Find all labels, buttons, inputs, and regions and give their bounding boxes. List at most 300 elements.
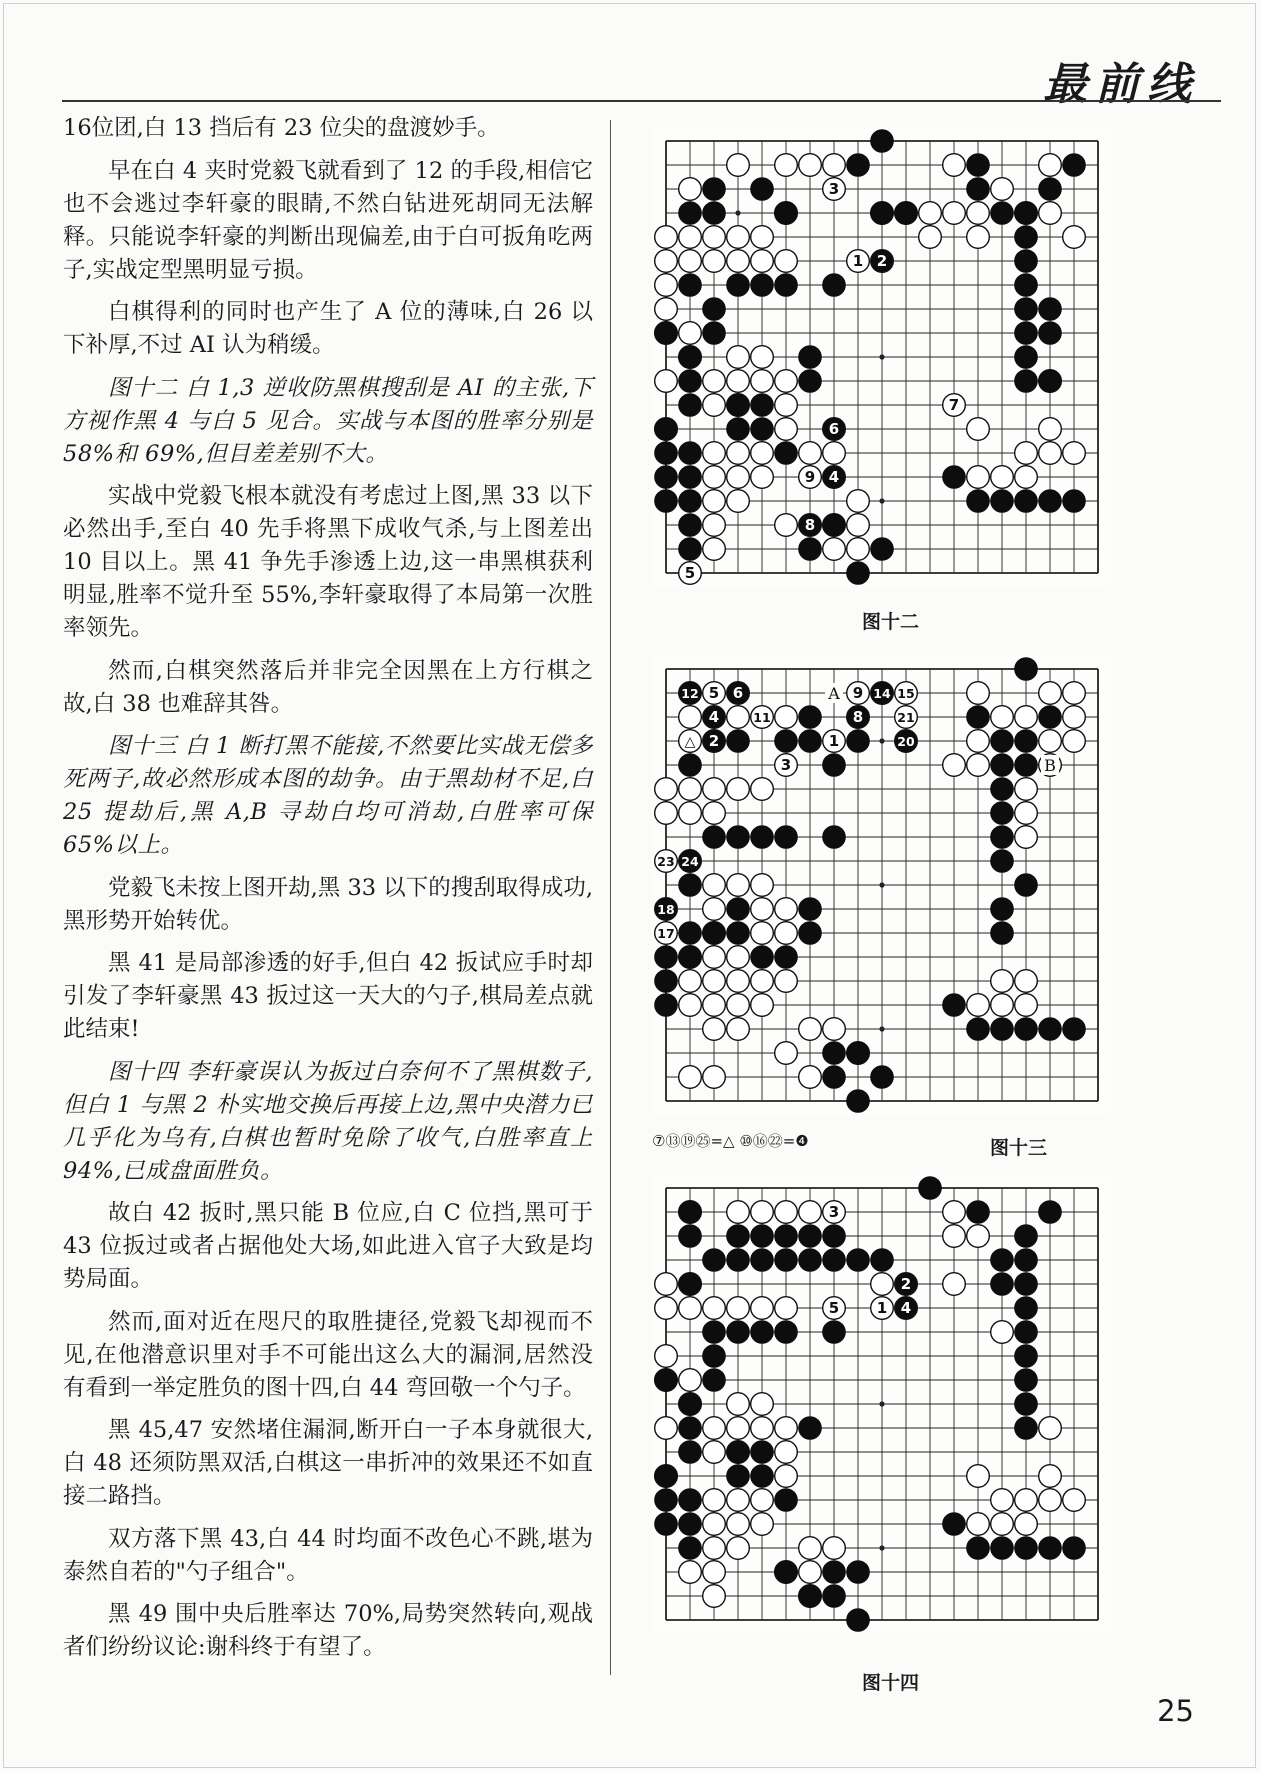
black-stone [655, 1465, 678, 1488]
black-stone [823, 826, 846, 849]
white-stone [1039, 682, 1062, 705]
black-stone [775, 826, 798, 849]
white-stone [727, 994, 750, 1017]
white-stone [1015, 802, 1038, 825]
white-stone [679, 1066, 702, 1089]
white-stone [655, 274, 678, 297]
black-stone [895, 202, 918, 225]
white-stone [775, 1297, 798, 1320]
black-stone [775, 1489, 798, 1512]
white-stone [655, 1345, 678, 1368]
black-stone [799, 1417, 822, 1440]
white-stone [727, 1489, 750, 1512]
move-number-label: 2 [876, 252, 888, 270]
paragraph: 黑 41 是局部渗透的好手,但白 42 扳试应手时却引发了李轩豪黑 43 扳过这一天大的勺子,棋局差点就此结束! [63, 950, 593, 1042]
white-stone [1039, 154, 1062, 177]
star-point [735, 210, 740, 215]
white-stone [1063, 730, 1086, 753]
white-stone [751, 1297, 774, 1320]
black-stone [751, 394, 774, 417]
black-stone [727, 826, 750, 849]
white-stone [775, 970, 798, 993]
black-stone [1015, 298, 1038, 321]
move-number-label: 4 [900, 1299, 912, 1317]
black-stone [991, 1537, 1014, 1560]
black-stone [799, 922, 822, 945]
black-stone [679, 1201, 702, 1224]
black-stone [679, 754, 702, 777]
black-stone [1039, 370, 1062, 393]
move-number-label: 23 [657, 854, 675, 869]
black-stone [991, 898, 1014, 921]
white-stone [679, 1297, 702, 1320]
white-stone [775, 1465, 798, 1488]
white-stone [703, 970, 726, 993]
white-stone [727, 1417, 750, 1440]
white-stone [775, 1042, 798, 1065]
star-point [879, 882, 884, 887]
white-stone [967, 418, 990, 441]
move-number-label: 9 [852, 684, 864, 702]
move-number-label: 2 [708, 732, 720, 750]
white-stone [799, 442, 822, 465]
figure-commentary: 图十四 李轩豪误认为扳过白奈何不了黑棋数子,但白 1 与黑 2 朴实地交换后再接上边,黑中央潜力已几乎化为乌有,白棋也暂时免除了收气,白胜率直上 94%,已成盘面胜负。 [63, 1058, 593, 1184]
black-stone [1015, 322, 1038, 345]
paragraph: 然而,面对近在咫尺的取胜捷径,党毅飞却视而不见,在他潜意识里对手不可能出这么大的漏洞,居然没有看到一举定胜负的图十四,白 44 弯回敬一个勺子。 [63, 1308, 593, 1401]
white-stone [655, 298, 678, 321]
white-stone [751, 922, 774, 945]
black-stone [775, 730, 798, 753]
black-stone [823, 1066, 846, 1089]
white-stone [1015, 1489, 1038, 1512]
black-stone [799, 538, 822, 561]
white-stone [943, 154, 966, 177]
white-stone [1063, 1489, 1086, 1512]
black-stone [703, 922, 726, 945]
black-stone [679, 442, 702, 465]
black-stone [751, 946, 774, 969]
white-stone [919, 226, 942, 249]
move-number-label: 11 [753, 710, 771, 725]
white-stone [703, 370, 726, 393]
white-stone [703, 250, 726, 273]
white-stone [751, 466, 774, 489]
black-stone [799, 1249, 822, 1272]
paragraph: 黑 49 围中央后胜率达 70%,局势突然转向,观战者们纷纷议论:谢科终于有望了。 [63, 1601, 593, 1660]
white-stone [1039, 1417, 1062, 1440]
white-stone [943, 754, 966, 777]
white-stone [679, 778, 702, 801]
black-stone [775, 442, 798, 465]
black-stone [751, 418, 774, 441]
white-stone [823, 538, 846, 561]
white-stone [775, 706, 798, 729]
white-stone [847, 538, 870, 561]
white-stone [967, 994, 990, 1017]
black-stone [847, 562, 870, 585]
black-stone [1015, 490, 1038, 513]
white-stone [727, 706, 750, 729]
white-stone [1039, 1465, 1062, 1488]
white-stone [703, 1561, 726, 1584]
black-stone [991, 1273, 1014, 1296]
black-stone [991, 730, 1014, 753]
black-stone [847, 1609, 870, 1632]
white-stone [1015, 826, 1038, 849]
white-stone [919, 202, 942, 225]
black-stone [991, 490, 1014, 513]
white-stone [703, 778, 726, 801]
black-stone [1039, 1537, 1062, 1560]
black-stone [1015, 1018, 1038, 1041]
black-stone [1015, 1369, 1038, 1392]
white-stone [1063, 442, 1086, 465]
move-number-label: 5 [708, 684, 720, 702]
white-stone [823, 1018, 846, 1041]
white-stone [703, 874, 726, 897]
black-stone [871, 1066, 894, 1089]
white-stone [679, 1561, 702, 1584]
black-stone [727, 394, 750, 417]
black-stone [799, 1585, 822, 1608]
star-point [879, 498, 884, 503]
black-stone [991, 850, 1014, 873]
black-stone [823, 274, 846, 297]
black-stone [703, 298, 726, 321]
black-stone [727, 418, 750, 441]
white-stone [703, 898, 726, 921]
black-stone [1039, 706, 1062, 729]
black-stone [1039, 1201, 1062, 1224]
position-letter: B [1044, 756, 1056, 775]
white-stone [943, 1201, 966, 1224]
black-stone [655, 994, 678, 1017]
white-stone [943, 1225, 966, 1248]
paragraph: 实战中党毅飞根本就没有考虑过上图,黑 33 以下必然出手,至白 40 先手将黑下成收气杀,与上图差出 10 目以上。黑 41 争先手渗透上边,这一串黑棋获利明显,胜率不觉升至 55%,李轩豪取得了本局第一次胜率领先。 [63, 483, 593, 641]
black-stone [1063, 1018, 1086, 1041]
black-stone [703, 1369, 726, 1392]
black-stone [655, 490, 678, 513]
black-stone [991, 826, 1014, 849]
white-stone [703, 1018, 726, 1041]
white-stone [727, 346, 750, 369]
white-stone [679, 994, 702, 1017]
black-stone [823, 1585, 846, 1608]
black-stone [1015, 202, 1038, 225]
white-stone [679, 250, 702, 273]
white-stone [727, 1393, 750, 1416]
black-stone [727, 1465, 750, 1488]
white-stone [751, 226, 774, 249]
white-stone [943, 202, 966, 225]
white-stone [703, 1585, 726, 1608]
white-stone [727, 1201, 750, 1224]
white-stone [775, 898, 798, 921]
black-stone [679, 538, 702, 561]
white-stone [775, 1201, 798, 1224]
black-stone [679, 394, 702, 417]
black-stone [799, 1225, 822, 1248]
white-stone [751, 370, 774, 393]
white-stone [991, 1489, 1014, 1512]
figure-caption-13: 图十三 [990, 1137, 1048, 1159]
paragraph: 故白 42 扳时,黑只能 B 位应,白 C 位挡,黑可于 43 位扳过或者占据他处大场,如此进入官子大致是均势局面。 [63, 1200, 593, 1292]
white-stone [823, 442, 846, 465]
black-stone [1039, 322, 1062, 345]
black-stone [943, 466, 966, 489]
white-stone [655, 370, 678, 393]
black-stone [679, 1441, 702, 1464]
white-stone [991, 970, 1014, 993]
white-stone [655, 1297, 678, 1320]
white-stone [823, 154, 846, 177]
white-stone [799, 1201, 822, 1224]
black-stone [775, 274, 798, 297]
white-stone [1039, 418, 1062, 441]
white-stone [727, 946, 750, 969]
white-stone [991, 466, 1014, 489]
white-stone [727, 778, 750, 801]
move-number-label: 1 [852, 252, 864, 270]
white-stone [1015, 994, 1038, 1017]
black-stone [1015, 658, 1038, 681]
white-stone [679, 178, 702, 201]
white-stone [703, 994, 726, 1017]
white-stone [703, 946, 726, 969]
black-stone [679, 490, 702, 513]
white-stone [679, 970, 702, 993]
black-stone [919, 1177, 942, 1200]
black-stone [703, 202, 726, 225]
paragraph: 早在白 4 夹时党毅飞就看到了 12 的手段,相信它也不会逃过李轩豪的眼睛,不然白钻进死胡同无法解释。只能说李轩豪的判断出现偏差,由于白可扳角吃两子,实战定型黑明显亏损。 [63, 157, 593, 283]
figure-caption-12: 图十二 [862, 611, 920, 633]
white-stone [967, 226, 990, 249]
white-stone [1039, 202, 1062, 225]
white-stone [1015, 1513, 1038, 1536]
move-number-label: 8 [804, 516, 816, 534]
go-board-diagram-13 [653, 656, 1111, 1114]
black-stone [751, 826, 774, 849]
white-stone [679, 226, 702, 249]
black-stone [1015, 346, 1038, 369]
white-stone [799, 1561, 822, 1584]
black-stone [727, 1441, 750, 1464]
go-board [653, 128, 1111, 586]
black-stone [847, 1561, 870, 1584]
black-stone [1015, 370, 1038, 393]
move-number-label: 3 [780, 756, 792, 774]
move-number-label: 6 [732, 684, 744, 702]
triangle-mark: △ [684, 734, 696, 750]
white-stone [847, 514, 870, 537]
white-stone [703, 466, 726, 489]
black-stone [727, 274, 750, 297]
move-number-label: 1 [828, 732, 840, 750]
move-legend: ⑦⑬⑲㉕=△ ⑩⑯㉒=❹ [652, 1132, 809, 1150]
move-number-label: 17 [657, 926, 675, 941]
black-stone [1015, 1225, 1038, 1248]
black-stone [1063, 1537, 1086, 1560]
white-stone [1063, 706, 1086, 729]
white-stone [727, 1513, 750, 1536]
black-stone [823, 754, 846, 777]
white-stone [751, 346, 774, 369]
black-stone [751, 274, 774, 297]
black-stone [1015, 1321, 1038, 1344]
white-stone [703, 538, 726, 561]
black-stone [679, 1393, 702, 1416]
white-stone [727, 442, 750, 465]
white-stone [775, 394, 798, 417]
black-stone [727, 922, 750, 945]
white-stone [751, 874, 774, 897]
white-stone [703, 1513, 726, 1536]
black-stone [823, 1321, 846, 1344]
black-stone [871, 1249, 894, 1272]
star-point [879, 738, 884, 743]
black-stone [655, 1489, 678, 1512]
white-stone [799, 1066, 822, 1089]
black-stone [775, 202, 798, 225]
white-stone [775, 1417, 798, 1440]
white-stone [847, 490, 870, 513]
white-stone [967, 466, 990, 489]
white-stone [703, 514, 726, 537]
black-stone [1015, 1417, 1038, 1440]
black-stone [703, 826, 726, 849]
black-stone [967, 490, 990, 513]
white-stone [727, 1018, 750, 1041]
white-stone [775, 1441, 798, 1464]
white-stone [1039, 730, 1062, 753]
white-stone [1063, 682, 1086, 705]
white-stone [703, 1441, 726, 1464]
black-stone [775, 1321, 798, 1344]
black-stone [967, 154, 990, 177]
white-stone [703, 1066, 726, 1089]
move-number-label: 6 [828, 420, 840, 438]
black-stone [703, 322, 726, 345]
white-stone [991, 994, 1014, 1017]
black-stone [679, 1273, 702, 1296]
white-stone [799, 154, 822, 177]
white-stone [751, 994, 774, 1017]
black-stone [991, 1018, 1014, 1041]
black-stone [1015, 250, 1038, 273]
black-stone [967, 1201, 990, 1224]
black-stone [727, 1225, 750, 1248]
white-stone [1039, 1489, 1062, 1512]
white-stone [727, 490, 750, 513]
header-rule [62, 100, 1221, 102]
black-stone [847, 154, 870, 177]
header-title: 最前线 [1043, 59, 1199, 110]
white-stone [751, 1417, 774, 1440]
white-stone [991, 1321, 1014, 1344]
black-stone [703, 1249, 726, 1272]
white-stone [727, 154, 750, 177]
page-number: 25 [1157, 1694, 1194, 1728]
black-stone [679, 514, 702, 537]
black-stone [1015, 754, 1038, 777]
black-stone [871, 202, 894, 225]
black-stone [847, 1249, 870, 1272]
white-stone [967, 1225, 990, 1248]
white-stone [751, 1393, 774, 1416]
black-stone [679, 346, 702, 369]
white-stone [727, 466, 750, 489]
black-stone [679, 466, 702, 489]
black-stone [991, 202, 1014, 225]
black-stone [823, 514, 846, 537]
move-number-label: 4 [708, 708, 720, 726]
figure-caption-14: 图十四 [862, 1672, 920, 1694]
black-stone [847, 1090, 870, 1113]
white-stone [775, 418, 798, 441]
black-stone [967, 706, 990, 729]
black-stone [679, 922, 702, 945]
black-stone [679, 1417, 702, 1440]
paragraph: 党毅飞未按上图开劫,黑 33 以下的搜刮取得成功,黑形势开始转优。 [63, 874, 593, 934]
white-stone [655, 802, 678, 825]
go-board-diagram-12 [653, 128, 1111, 586]
black-stone [991, 1249, 1014, 1272]
white-stone [967, 682, 990, 705]
star-point [879, 354, 884, 359]
black-stone [1039, 490, 1062, 513]
black-stone [679, 1225, 702, 1248]
white-stone [991, 706, 1014, 729]
black-stone [823, 1042, 846, 1065]
white-stone [655, 778, 678, 801]
white-stone [727, 874, 750, 897]
move-number-label: 8 [852, 708, 864, 726]
black-stone [1015, 1249, 1038, 1272]
black-stone [967, 1537, 990, 1560]
black-stone [1015, 274, 1038, 297]
white-stone [655, 250, 678, 273]
white-stone [871, 1273, 894, 1296]
black-stone [967, 178, 990, 201]
move-number-label: 3 [828, 1203, 840, 1221]
black-stone [655, 946, 678, 969]
black-stone [655, 322, 678, 345]
black-stone [751, 1465, 774, 1488]
white-stone [703, 394, 726, 417]
black-stone [727, 730, 750, 753]
white-stone [799, 1537, 822, 1560]
move-number-label: 2 [900, 1275, 912, 1293]
white-stone [751, 778, 774, 801]
white-stone [1015, 466, 1038, 489]
white-stone [967, 754, 990, 777]
white-stone [1039, 442, 1062, 465]
black-stone [751, 1441, 774, 1464]
black-stone [751, 1249, 774, 1272]
black-stone [751, 1225, 774, 1248]
black-stone [943, 1513, 966, 1536]
star-point [879, 1545, 884, 1550]
black-stone [655, 418, 678, 441]
black-stone [823, 1225, 846, 1248]
black-stone [1015, 1345, 1038, 1368]
black-stone [1039, 298, 1062, 321]
paragraph: 黑 45,47 安然堵住漏洞,断开白一子本身就很大,白 48 还须防黑双活,白棋这一串折冲的效果还不如直接二路挡。 [63, 1417, 593, 1509]
white-stone [1015, 442, 1038, 465]
white-stone [703, 490, 726, 513]
black-stone [679, 274, 702, 297]
white-stone [727, 970, 750, 993]
